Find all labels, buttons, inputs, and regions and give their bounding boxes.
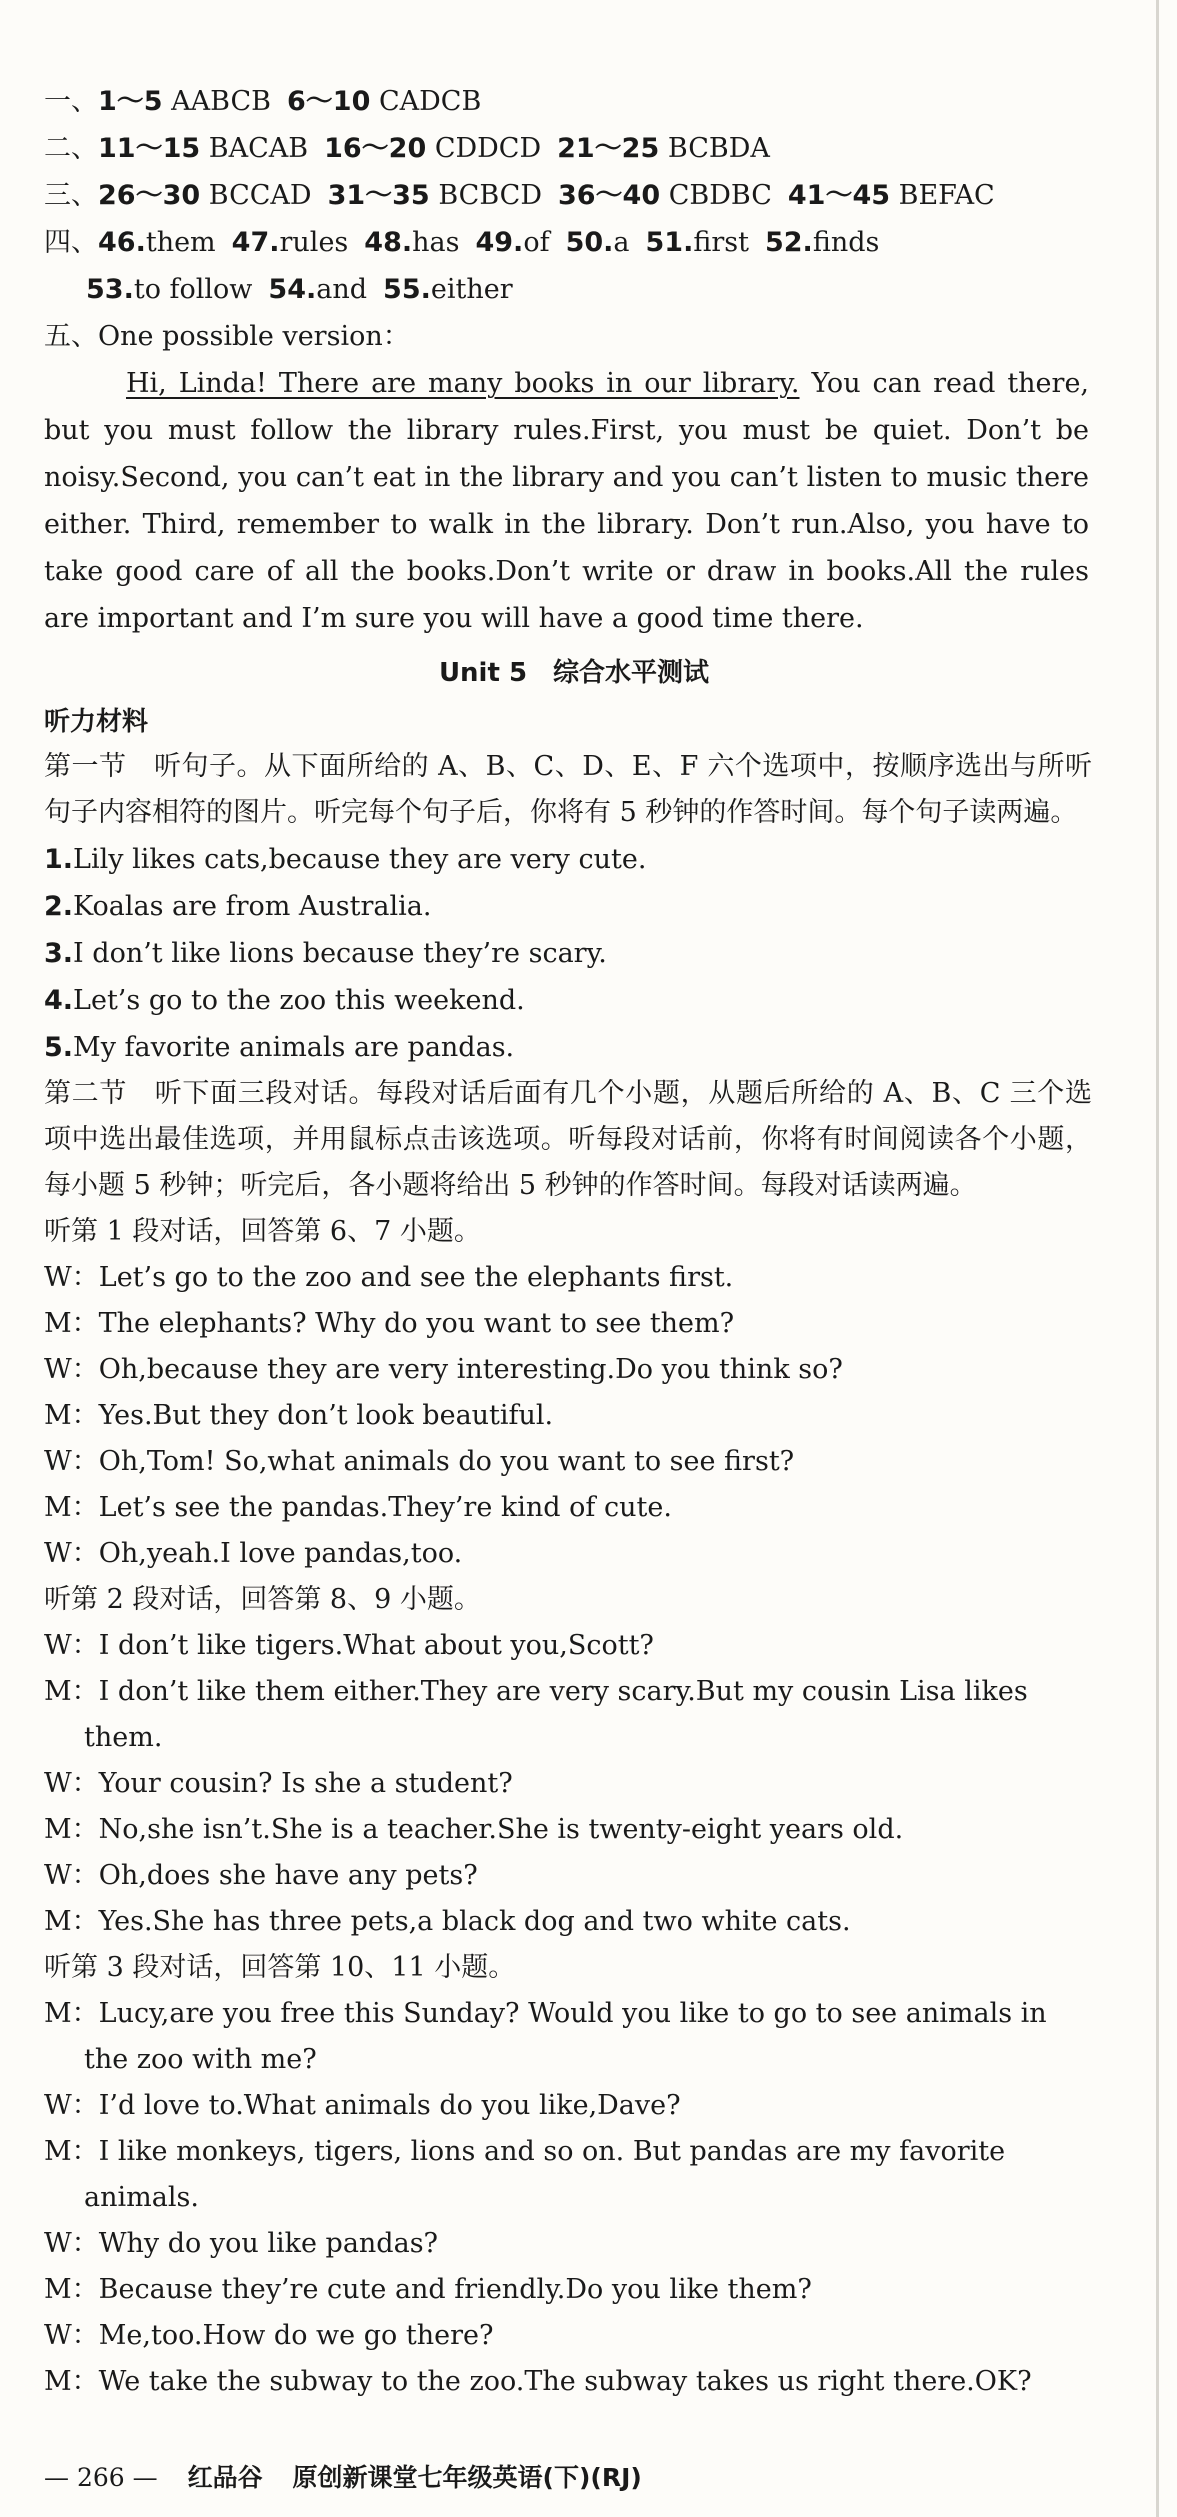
dialog-line: M：Let’s see the pandas.They’re kind of cute. — [44, 1492, 672, 1523]
page-footer — [44, 2458, 642, 2494]
dialog-1 — [44, 1209, 1104, 1577]
answer-row-5: 53.to follow 54.and 55.either — [86, 274, 513, 305]
essay-underlined-sentence: Hi, Linda! There are many books in our library. — [126, 368, 800, 399]
dialog-line: M：Yes.She has three pets,a black dog and two white cats. — [44, 1906, 851, 1937]
dialog-line: W：Your cousin? Is she a student? — [44, 1768, 513, 1799]
dialog-line: M：Yes.But they don’t look beautiful. — [44, 1400, 554, 1431]
footer-book-title: 原创新课堂七年级英语(下)(RJ) — [292, 2463, 642, 2492]
dialog-heading: 听第 2 段对话，回答第 8、9 小题。 — [44, 1584, 481, 1615]
dialog-line: W：Oh,yeah.I love pandas,too. — [44, 1538, 463, 1569]
dialog-line-continued: animals. — [84, 2182, 199, 2213]
dialog-line: W：Let’s go to the zoo and see the elephants first. — [44, 1262, 734, 1293]
dialog-heading: 听第 3 段对话，回答第 10、11 小题。 — [44, 1952, 516, 1983]
dialog-line: W：Oh,Tom! So,what animals do you want to see first? — [44, 1446, 795, 1477]
dialog-line: W：Oh,does she have any pets? — [44, 1860, 478, 1891]
unit-title: Unit 5 综合水平测试 — [438, 658, 710, 688]
dialog-line: M：I like monkeys, tigers, lions and so on. But pandas are my favorite — [44, 2136, 1006, 2167]
dialog-line: M：No,she isn’t.She is a teacher.She is twenty-eight years old. — [44, 1814, 904, 1845]
dialog-line: M：We take the subway to the zoo.The subway takes us right there.OK? — [44, 2366, 1032, 2397]
answer-row-2: 二、11～15 BACAB 16～20 CDDCD 21～25 BCBDA — [44, 133, 770, 164]
dialog-line: M：Lucy,are you free this Sunday? Would you like to go to see animals in — [44, 1998, 1047, 2029]
sentence-1: 1.Lily likes cats,because they are very cute. — [44, 844, 647, 875]
writing-essay — [44, 360, 1089, 642]
dialog-line: W：Oh,because they are very interesting.Do you think so? — [44, 1354, 843, 1385]
part2-instruction: 第二节 听下面三段对话。每段对话后面有几个小题，从题后所给的 A、B、C 三个选项中选出最佳选项，并用鼠标点击该选项。听每段对话前，你将有时间阅读各个小题，每小题 5 秒钟；听完后，各小题将给出 5 秒钟的作答时间。每段对话读两遍。 — [44, 1078, 1092, 1201]
dialog-2 — [44, 1577, 1104, 1945]
dialog-3 — [44, 1945, 1104, 2405]
part1-instruction: 第一节 听句子。从下面所给的 A、B、C、D、E、F 六个选项中，按顺序选出与所听句子内容相符的图片。听完每个句子后，你将有 5 秒钟的作答时间。每个句子读两遍。 — [44, 751, 1092, 828]
page-number: — 266 — — [44, 2463, 158, 2492]
sentence-4: 4.Let’s go to the zoo this weekend. — [44, 985, 525, 1016]
dialog-line: W：I’d love to.What animals do you like,Dave? — [44, 2090, 681, 2121]
sentence-5: 5.My favorite animals are pandas. — [44, 1032, 515, 1063]
answer-page — [44, 78, 1104, 2405]
footer-brand: 红品谷 — [187, 2463, 263, 2492]
sentence-2: 2.Koalas are from Australia. — [44, 891, 432, 922]
dialog-line: W：Me,too.How do we go there? — [44, 2320, 494, 2351]
answer-row-1: 一、1～5 AABCB 6～10 CADCB — [44, 86, 482, 117]
dialog-line: W：Why do you like pandas? — [44, 2228, 439, 2259]
sentence-3: 3.I don’t like lions because they’re scary. — [44, 938, 607, 969]
page-gutter-line — [1156, 0, 1159, 2517]
dialog-line: M：I don’t like them either.They are very scary.But my cousin Lisa likes — [44, 1676, 1028, 1707]
dialog-line: M：Because they’re cute and friendly.Do you like them? — [44, 2274, 812, 2305]
dialog-heading: 听第 1 段对话，回答第 6、7 小题。 — [44, 1216, 481, 1247]
dialog-line-continued: them. — [84, 1722, 163, 1753]
dialog-line-continued: the zoo with me? — [84, 2044, 317, 2075]
essay-body: You can read there, but you must follow the library rules.First, you must be quiet. Don’t be noisy.Second, you can’t eat in the library and you can’t listen to music there either. Third, remember to walk in the library. Don’t run.Also, you have to take good care of all the books.Don’t write or draw in books.All the rules are important and I’m sure you will have a good time there. — [44, 368, 1090, 634]
writing-label: 五、One possible version： — [44, 321, 410, 352]
answer-row-4: 四、46.them 47.rules 48.has 49.of 50.a 51.first 52.finds — [44, 227, 880, 258]
dialog-line: M：The elephants? Why do you want to see them? — [44, 1308, 735, 1339]
listening-heading: 听力材料 — [44, 707, 149, 737]
dialog-line: W：I don’t like tigers.What about you,Scott? — [44, 1630, 654, 1661]
answer-row-3: 三、26～30 BCCAD 31～35 BCBCD 36～40 CBDBC 41～45 BEFAC — [44, 180, 995, 211]
